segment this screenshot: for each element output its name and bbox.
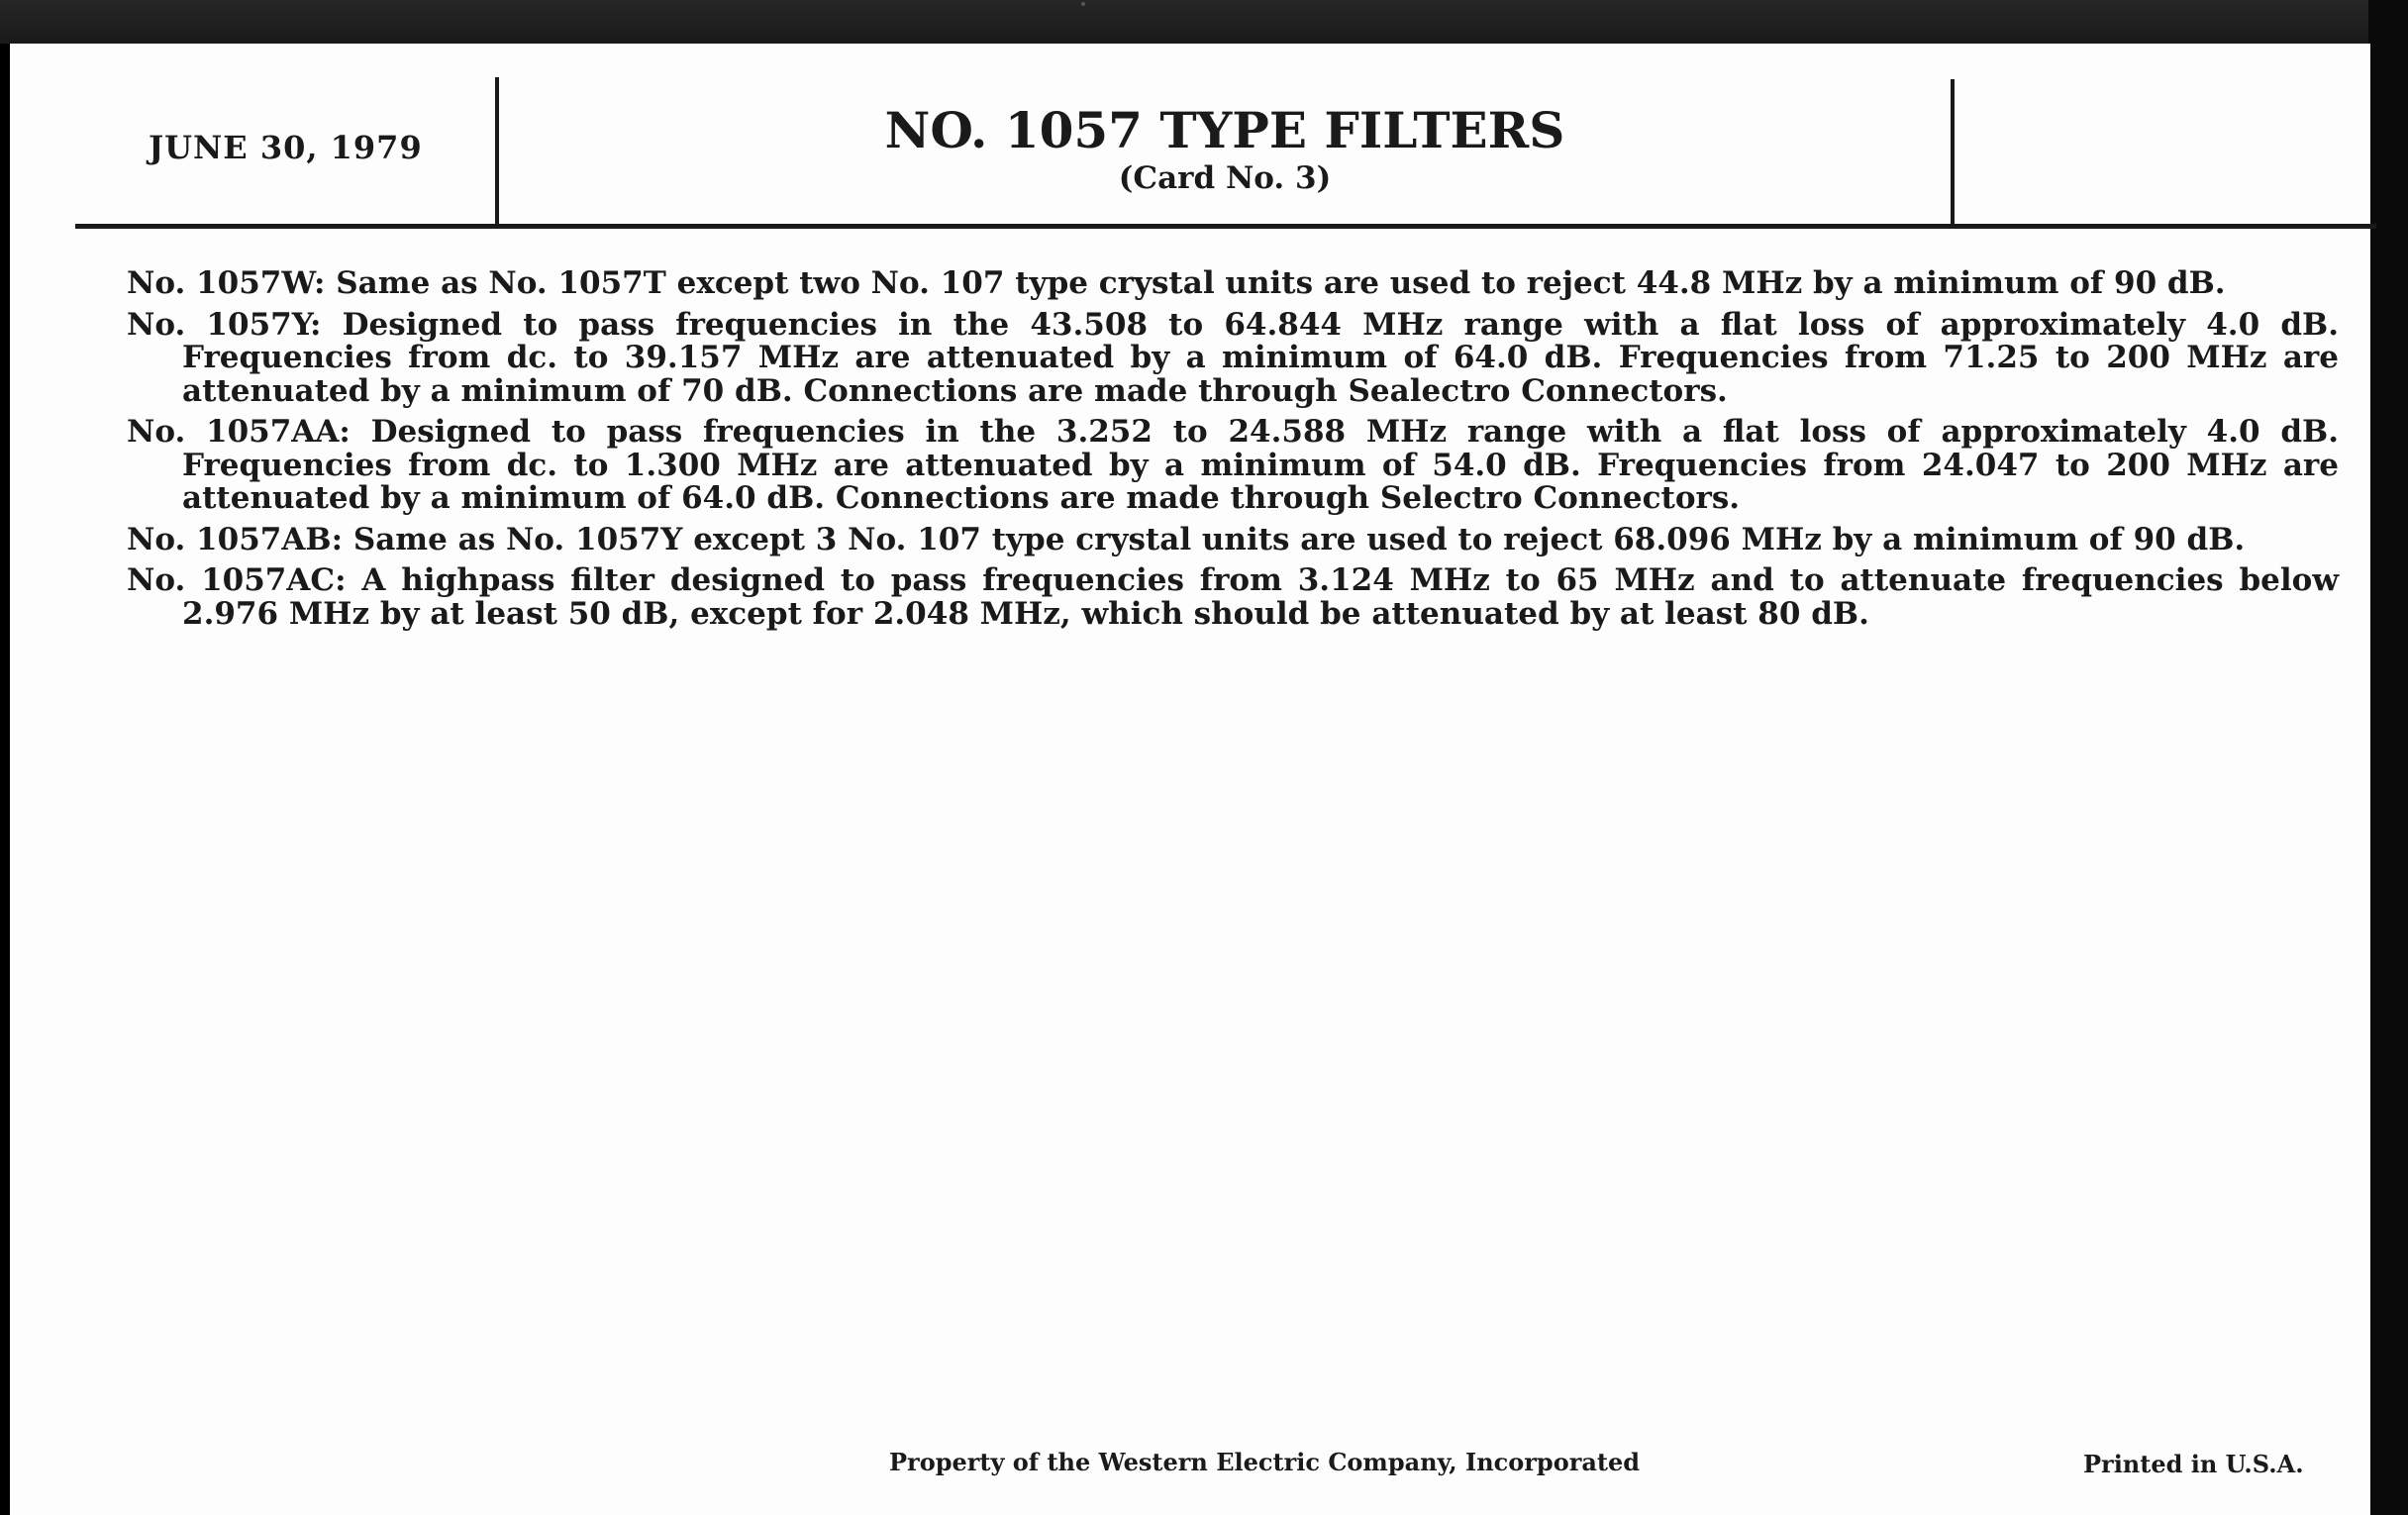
entry-code: No. 1057W: [127, 265, 326, 301]
entry-1057w [127, 267, 2339, 301]
scan-speck [1081, 2, 1085, 6]
entry-code: No. 1057Y: [127, 306, 322, 343]
card-title: NO. 1057 TYPE FILTERS [884, 101, 1565, 159]
entry-text: Designed to pass frequencies in the 43.508 to 64.844 MHz range with a flat loss of approximately 4.0 dB. Frequencies from dc. to 39.157 MHz are attenuated by a minimum of 64.0 dB. Frequencies from 71.25 to 200 MHz are attenuated by a minimum of 70 dB. Connections are made through Sealectro Connectors. [182, 306, 2340, 409]
property-notice: Property of the Western Electric Company, Incorporated [889, 1448, 1641, 1476]
entry-1057ac [127, 564, 2339, 631]
spec-card [10, 44, 2370, 1515]
entry-text: Same as No. 1057T except two No. 107 type crystal units are used to reject 44.8 MHz by a minimum of 90 dB. [336, 265, 2226, 301]
entry-code: No. 1057AA: [127, 414, 351, 450]
entry-code: No. 1057AC: [127, 562, 347, 598]
printed-notice: Printed in U.S.A. [2083, 1450, 2304, 1478]
entry-text: A highpass filter designed to pass frequencies from 3.124 MHz to 65 MHz and to attenuate frequencies below 2.976 MHz by at least 50 dB, except for 2.048 MHz, which should be attenuated by at least 80 dB. [182, 562, 2339, 632]
entry-1057ab [127, 521, 2339, 557]
entry-text: Same as No. 1057Y except 3 No. 107 type crystal units are used to reject 68.096 MHz by a minimum of 90 dB. [352, 521, 2246, 557]
card-subtitle: (Card No. 3) [1118, 160, 1332, 196]
header-rule [75, 224, 2376, 229]
header-divider-right [1951, 79, 1955, 224]
filter-entries [127, 267, 2339, 639]
entry-1057aa [127, 416, 2339, 516]
entry-code: No. 1057AB: [127, 521, 344, 557]
card-date: JUNE 30, 1979 [149, 129, 423, 166]
entry-text: Designed to pass frequencies in the 3.252 to 24.588 MHz range with a flat loss of approximately 4.0 dB. Frequencies from dc. to 1.300 MHz are attenuated by a minimum of 54.0 dB. Frequencies from 24.047 to 200 MHz are attenuated by a minimum of 64.0 dB. Connections are made through Selectro Connectors. [182, 414, 2339, 516]
entry-1057y [127, 306, 2340, 409]
